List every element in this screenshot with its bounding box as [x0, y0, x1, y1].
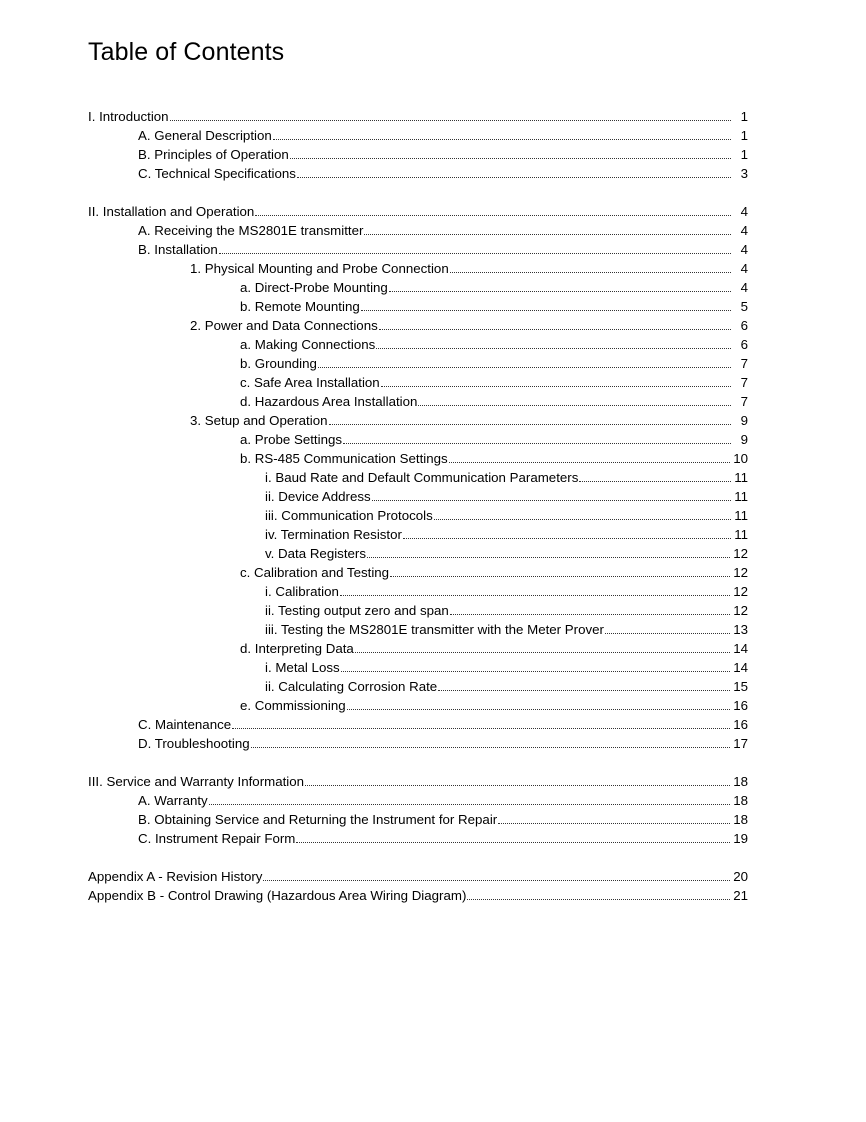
toc-entry[interactable]: [265, 601, 748, 620]
toc-entry-page: 10: [733, 451, 748, 466]
toc-entry[interactable]: [190, 411, 748, 430]
toc-leader: [389, 290, 731, 292]
toc-entry-page: 15: [733, 679, 748, 694]
toc-entry-label: b. RS-485 Communication Settings: [240, 451, 448, 466]
toc-entry[interactable]: [265, 525, 748, 544]
toc-leader: [232, 727, 730, 729]
toc-leader: [170, 119, 731, 121]
toc-entry-page: 7: [740, 375, 748, 390]
toc-entry-page: 6: [740, 337, 748, 352]
toc-entry[interactable]: [88, 107, 748, 126]
toc-entry-page: 11: [734, 527, 748, 542]
toc-entry-page: 16: [733, 698, 748, 713]
toc-entry-label: iv. Termination Resistor: [265, 527, 402, 542]
toc-leader: [605, 632, 730, 634]
toc-entry[interactable]: [138, 810, 748, 829]
toc-entry-page: 4: [740, 242, 748, 257]
toc-entry-page: 3: [740, 166, 748, 181]
toc-entry[interactable]: [240, 639, 748, 658]
toc-entry-page: 18: [733, 812, 748, 827]
toc-leader: [251, 746, 731, 748]
toc-entry-label: 3. Setup and Operation: [190, 413, 328, 428]
toc-leader: [467, 898, 730, 900]
toc-entry[interactable]: [265, 620, 748, 639]
toc-entry[interactable]: [240, 354, 748, 373]
toc-leader: [209, 803, 731, 805]
toc-entry[interactable]: [138, 164, 748, 183]
toc-entry-page: 20: [733, 869, 748, 884]
toc-entry-page: 9: [740, 432, 748, 447]
toc-entry-label: a. Direct-Probe Mounting: [240, 280, 388, 295]
toc-entry[interactable]: [88, 867, 748, 886]
toc-entry[interactable]: [240, 392, 748, 411]
toc-entry[interactable]: [138, 240, 748, 259]
toc-entry[interactable]: [240, 297, 748, 316]
toc-leader: [376, 347, 731, 349]
toc-leader: [498, 822, 730, 824]
toc-leader: [450, 613, 730, 615]
toc-entry-page: 4: [740, 223, 748, 238]
toc-leader: [418, 404, 731, 406]
toc-entry-page: 7: [740, 394, 748, 409]
toc-leader: [347, 708, 731, 710]
toc-entry-label: i. Calibration: [265, 584, 339, 599]
toc-leader: [355, 651, 730, 653]
toc-entry-label: iii. Communication Protocols: [265, 508, 433, 523]
toc-entry-page: 19: [733, 831, 748, 846]
toc-leader: [329, 423, 731, 425]
toc-entry-label: d. Interpreting Data: [240, 641, 354, 656]
toc-leader: [361, 309, 731, 311]
toc-entry-label: II. Installation and Operation: [88, 204, 255, 219]
toc-leader: [434, 518, 731, 520]
toc-entry[interactable]: [265, 582, 748, 601]
toc-entry[interactable]: [138, 221, 748, 240]
toc-leader: [341, 670, 731, 672]
toc-entry[interactable]: [190, 316, 748, 335]
toc-entry-page: 12: [733, 603, 748, 618]
toc-entry[interactable]: [265, 677, 748, 696]
toc-entry-label: B. Obtaining Service and Returning the Instrument for Repair: [138, 812, 498, 827]
toc-entry[interactable]: [265, 468, 748, 487]
toc-entry-label: e. Commissioning: [240, 698, 346, 713]
toc-leader: [219, 252, 731, 254]
toc-entry-label: C. Maintenance: [138, 717, 232, 732]
toc-entry-label: Appendix A - Revision History: [88, 869, 263, 884]
toc-entry-page: 5: [740, 299, 748, 314]
toc-leader: [367, 556, 730, 558]
toc-entry-page: 4: [740, 280, 748, 295]
toc-entry-page: 9: [740, 413, 748, 428]
toc-entry-label: ii. Calculating Corrosion Rate: [265, 679, 438, 694]
toc-entry-page: 4: [740, 204, 748, 219]
toc-entry-page: 7: [740, 356, 748, 371]
toc-entry-label: a. Making Connections: [240, 337, 376, 352]
toc-entry[interactable]: [138, 126, 748, 145]
toc-entry[interactable]: [88, 772, 748, 791]
toc-entry-label: B. Installation: [138, 242, 218, 257]
toc-entry-page: 4: [740, 261, 748, 276]
toc-entry-label: C. Instrument Repair Form: [138, 831, 296, 846]
toc-entry-page: 13: [733, 622, 748, 637]
toc-leader: [340, 594, 730, 596]
toc-leader: [297, 176, 731, 178]
toc-leader: [305, 784, 730, 786]
toc-entry-label: i. Baud Rate and Default Communication Parameters: [265, 470, 579, 485]
toc-entry-page: 1: [740, 147, 748, 162]
toc-entry[interactable]: [240, 430, 748, 449]
toc-entry[interactable]: [240, 449, 748, 468]
toc-leader: [381, 385, 731, 387]
toc-entry-label: i. Metal Loss: [265, 660, 340, 675]
toc-entry-label: C. Technical Specifications: [138, 166, 296, 181]
toc-entry-label: 2. Power and Data Connections: [190, 318, 378, 333]
toc-entry-label: A. Warranty: [138, 793, 208, 808]
toc-entry-label: b. Grounding: [240, 356, 317, 371]
toc-leader: [438, 689, 730, 691]
toc-entry-label: ii. Device Address: [265, 489, 371, 504]
toc-entry-page: 12: [733, 546, 748, 561]
toc-entry[interactable]: [138, 145, 748, 164]
toc-leader: [263, 879, 730, 881]
toc-entry-label: A. Receiving the MS2801E transmitter: [138, 223, 364, 238]
toc-leader: [343, 442, 731, 444]
toc-entry-label: B. Principles of Operation: [138, 147, 289, 162]
toc-entry[interactable]: [138, 829, 748, 848]
toc-leader: [296, 841, 730, 843]
toc-leader: [379, 328, 731, 330]
toc-leader: [403, 537, 731, 539]
toc-entry-label: Appendix B - Control Drawing (Hazardous Area Wiring Diagram): [88, 888, 467, 903]
toc-entry-label: c. Calibration and Testing: [240, 565, 390, 580]
toc-leader: [450, 271, 731, 273]
toc-entry[interactable]: [265, 487, 748, 506]
toc-entry[interactable]: [240, 278, 748, 297]
toc-entry-page: 18: [733, 774, 748, 789]
toc-entry[interactable]: [240, 696, 748, 715]
toc-leader: [364, 233, 731, 235]
toc-entry-label: d. Hazardous Area Installation: [240, 394, 418, 409]
toc-entry-page: 17: [733, 736, 748, 751]
toc-entry-page: 11: [734, 470, 748, 485]
toc-entry[interactable]: [88, 886, 748, 905]
toc-entry-label: c. Safe Area Installation: [240, 375, 380, 390]
toc-entry-label: 1. Physical Mounting and Probe Connection: [190, 261, 449, 276]
toc-entry-page: 6: [740, 318, 748, 333]
toc-entry-page: 12: [733, 584, 748, 599]
toc-entry-page: 1: [740, 109, 748, 124]
toc-leader: [449, 461, 731, 463]
toc-entry[interactable]: [88, 202, 748, 221]
toc-leader: [372, 499, 731, 501]
toc-entry[interactable]: [138, 715, 748, 734]
toc-entry-label: III. Service and Warranty Information: [88, 774, 305, 789]
toc-leader: [273, 138, 731, 140]
toc-entry-page: 16: [733, 717, 748, 732]
toc-leader: [579, 480, 731, 482]
toc-entry-label: b. Remote Mounting: [240, 299, 360, 314]
toc-entry-label: v. Data Registers: [265, 546, 366, 561]
toc-entry-label: ii. Testing output zero and span: [265, 603, 449, 618]
toc-entry[interactable]: [240, 373, 748, 392]
toc-entry[interactable]: [265, 658, 748, 677]
toc-entry-page: 14: [733, 641, 748, 656]
toc-entry[interactable]: [138, 791, 748, 810]
toc-entry-page: 11: [734, 508, 748, 523]
toc-entry-page: 14: [733, 660, 748, 675]
toc-entry-page: 11: [734, 489, 748, 504]
toc-entry[interactable]: [265, 544, 748, 563]
toc-entry-label: iii. Testing the MS2801E transmitter with the Meter Prover: [265, 622, 604, 637]
toc-entry-page: 1: [740, 128, 748, 143]
toc-leader: [318, 366, 731, 368]
toc-entry[interactable]: [240, 563, 748, 582]
toc-leader: [290, 157, 731, 159]
toc-entry-label: A. General Description: [138, 128, 272, 143]
toc-entry[interactable]: [265, 506, 748, 525]
toc-leader: [255, 214, 731, 216]
toc-entry-label: a. Probe Settings: [240, 432, 343, 447]
toc-entry[interactable]: [240, 335, 748, 354]
toc-entry-page: 12: [733, 565, 748, 580]
toc-entry[interactable]: [190, 259, 748, 278]
toc-leader: [390, 575, 730, 577]
toc-entry-page: 21: [733, 888, 748, 903]
page-title: Table of Contents: [88, 38, 285, 66]
toc-entry-label: D. Troubleshooting: [138, 736, 250, 751]
toc-entry-label: I. Introduction: [88, 109, 169, 124]
toc-entry-page: 18: [733, 793, 748, 808]
toc-entry[interactable]: [138, 734, 748, 753]
